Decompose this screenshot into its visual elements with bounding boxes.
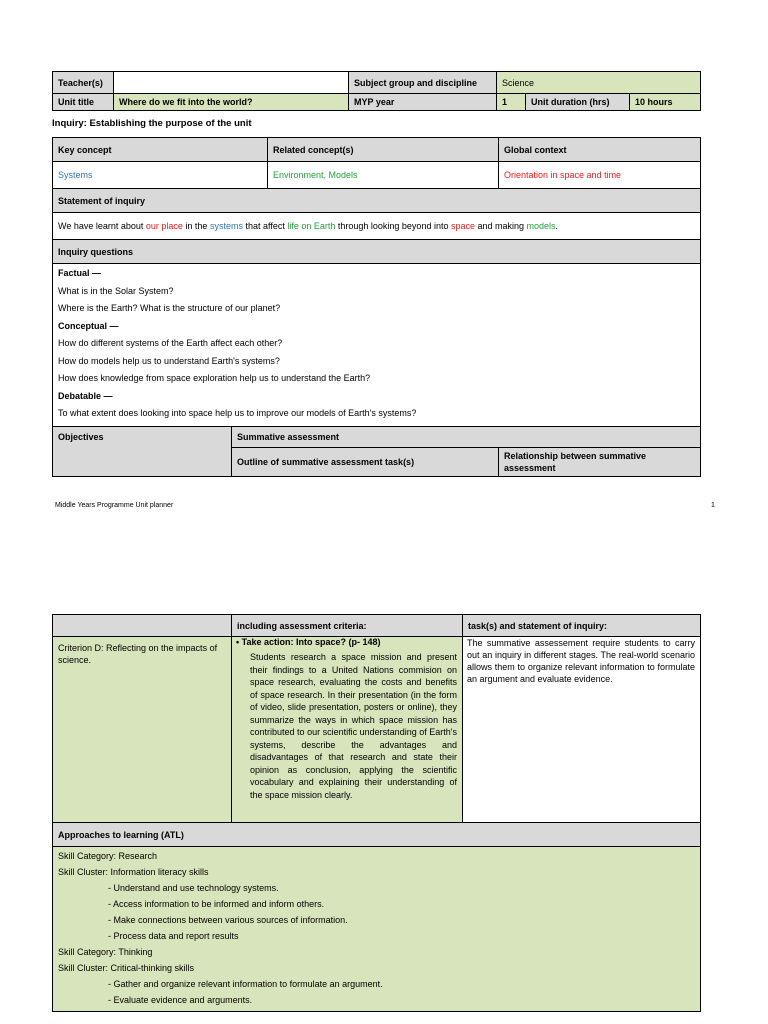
atl-category-line: Skill Cluster: Information literacy skills [58,867,209,877]
footer-text: Middle Years Programme Unit planner [55,502,174,509]
teacher-value [114,72,349,94]
conceptual-question: How do models help us to understand Earth's systems? [58,355,280,366]
statement-part-our-place: our place [145,221,183,231]
atl-category-line: Skill Cluster: Critical-thinking skills [58,963,195,973]
task-title: Take action: Into space? (p- 148) [241,637,381,647]
relationship-summative-label: Relationship between summative assessment [499,447,701,476]
blank-header-cell [53,615,232,637]
unit-header-table [52,71,701,111]
statement-part-space: space [450,221,475,231]
global-context-value: Orientation in space and time [499,162,701,189]
related-concepts-label: Related concept(s) [268,138,499,162]
statement-part-life-on-earth: life on Earth [287,221,336,231]
global-context-label: Global context [499,138,701,162]
atl-skill-item: - Gather and organize relevant information to formulate an argument. [108,979,383,989]
task-relationship-header: task(s) and statement of inquiry: [463,615,701,637]
unit-duration-label: Unit duration (hrs) [526,94,630,111]
atl-skill-item: - Access information to be informed and inform others. [108,899,325,909]
atl-skill-item: - Evaluate evidence and arguments. [108,995,253,1005]
conceptual-question: How does knowledge from space exploration help us to understand the Earth? [58,373,371,383]
statement-part: We have learnt about [58,221,146,231]
task-title-line [236,637,457,648]
statement-part: and making [475,221,527,231]
conceptual-question: How do different systems of the Earth affect each other? [58,338,283,348]
criteria-header: including assessment criteria: [232,615,463,637]
conceptual-label: Conceptual — [58,320,119,331]
relationship-text: The summative assessement require students to carry out an inquiry in different stages. The real-world scenario allows them to organize relevant information to formulate an argument and evaluate evidence. [463,637,701,823]
atl-category-line: Skill Category: Thinking [58,947,153,957]
task-description: Students research a space mission and present their findings to a United Nations commision on space research, evaluating the costs and benefits of space research. In their presentation (in the form of video, slide presentation, posters or online), they summarize the ways in which space mission has contributed to our scientific understanding of Earth's systems, describe the advantages and disadvantages of that research and state their opinion as conclusion, applying the scientific vocabulary and explaining their understanding of the space mission clearly. [250,652,457,800]
debatable-label: Debatable — [58,390,113,401]
statement-part: through looking beyond into [335,221,451,231]
subject-value: Science [497,72,701,94]
statement-of-inquiry [53,213,701,240]
statement-part-models: models [526,221,556,231]
inquiry-heading: Inquiry: Establishing the purpose of the unit [52,118,252,129]
objectives-label: Objectives [53,426,232,476]
inquiry-questions-body [53,264,701,427]
myp-year-label: MYP year [349,94,497,111]
inquiry-questions-label: Inquiry questions [53,240,701,264]
related-concepts-value: Environment, Models [268,162,499,189]
statement-part: that affect [242,221,288,231]
statement-part-systems: systems [209,221,243,231]
subject-label: Subject group and discipline [349,72,497,94]
factual-label: Factual — [58,268,102,278]
atl-category-line: Skill Category: Research [58,851,158,861]
atl-skill-item: - Process data and report results [108,931,239,941]
assessment-table [52,614,701,1012]
outline-summative-label: Outline of summative assessment task(s) [232,447,499,476]
key-concept-label: Key concept [53,138,268,162]
unit-title-label: Unit title [53,94,114,111]
unit-duration-value: 10 hours [630,94,701,111]
factual-question: What is in the Solar System? [58,285,174,296]
page-number: 1 [711,502,715,509]
factual-question: Where is the Earth? What is the structure of our planet? [58,303,281,313]
statement-part: . [555,221,559,231]
criterion-d-cell: Criterion D: Reflecting on the impacts of science. [53,637,232,823]
atl-body [53,847,701,1012]
summative-assessment-label: Summative assessment [232,426,701,447]
summative-task-cell [232,637,463,823]
atl-skill-item: - Understand and use technology systems. [108,883,279,893]
statement-part: in the [182,221,210,231]
atl-skill-item: - Make connections between various sources of information. [108,915,348,925]
atl-lines [58,848,695,1008]
inquiry-table [52,137,701,477]
unit-title-value: Where do we fit into the world? [114,94,349,111]
bullet-icon: • [236,637,240,647]
myp-year-value: 1 [497,94,526,111]
statement-label: Statement of inquiry [53,189,701,213]
teacher-label: Teacher(s) [53,72,114,94]
key-concept-value: Systems [53,162,268,189]
debatable-question: To what extent does looking into space help us to improve our models of Earth's systems? [58,408,417,418]
atl-label: Approaches to learning (ATL) [53,823,701,847]
